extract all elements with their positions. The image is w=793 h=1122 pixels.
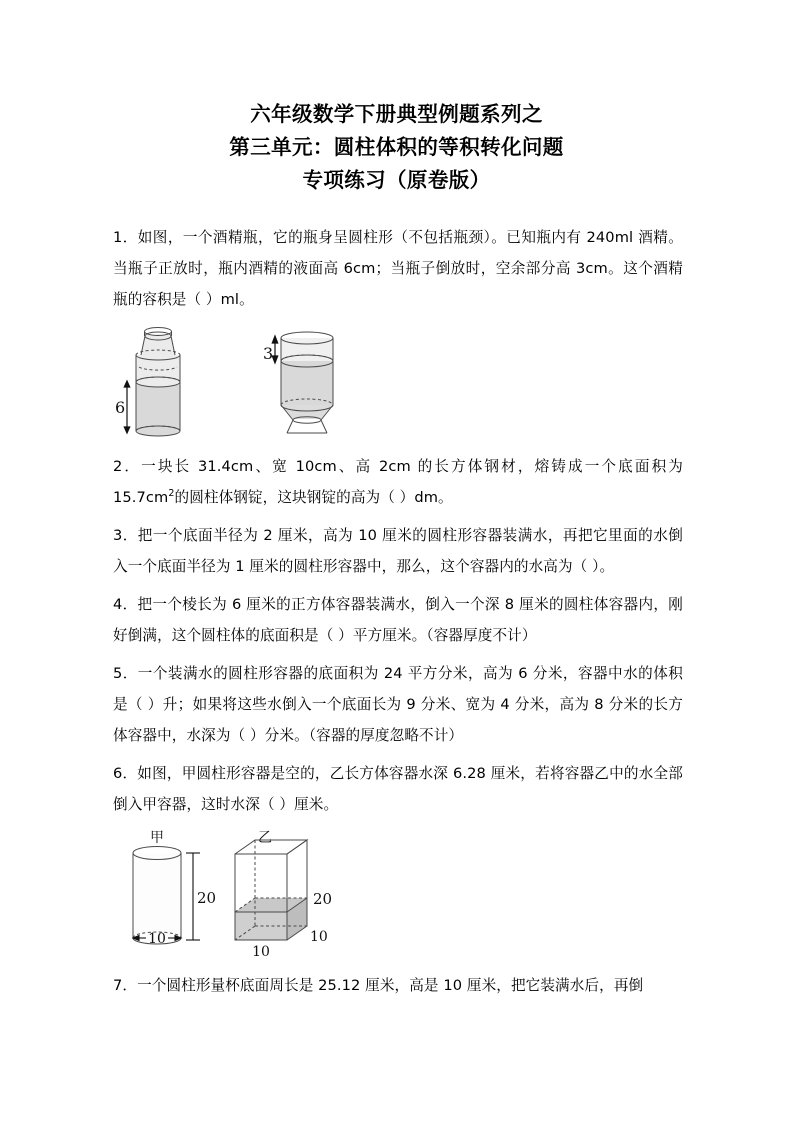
- page-title: [0, 98, 793, 197]
- box-label-yi: 乙: [258, 830, 272, 846]
- cylinder-label-jia: 甲: [150, 830, 164, 846]
- question-1: 1．如图，一个酒精瓶，它的瓶身呈圆柱形（不包括瓶颈）。已知瓶内有 240ml 酒精。当瓶子正放时，瓶内酒精的液面高 6cm；当瓶子倒放时，空余部分高 3cm。这个酒精瓶的容积是（ ）ml。: [113, 229, 683, 308]
- box-height-label: 20: [313, 890, 333, 908]
- question-7: 7．一个圆柱形量杯底面周长是 25.12 厘米，高是 10 厘米，把它装满水后，再倒: [113, 977, 644, 994]
- dimension-label-3: 3: [263, 344, 274, 363]
- question-2-part1: 2．一块长 31.4cm、宽 10cm、高 2cm 的长方体钢材，熔铸成一个底面积为 15.7cm: [113, 458, 683, 506]
- question-5: 5．一个装满水的圆柱形容器的底面积为 24 平方分米，高为 6 分米，容器中水的体积是（ ）升；如果将这些水倒入一个底面长为 9 分米、宽为 4 分米，高为 8 分米的长方体容器中，水深为（ ）分米。（容器的厚度忽略不计）: [113, 665, 683, 744]
- box-depth-label: 10: [310, 929, 328, 945]
- question-2-part2: 的圆柱体钢锭，这块钢锭的高为（ ）dm。: [174, 489, 453, 506]
- title-line-2: 第三单元：圆柱体积的等积转化问题: [229, 135, 564, 159]
- cylinder-diameter-label: 10: [148, 931, 166, 947]
- question-4: 4．把一个棱长为 6 厘米的正方体容器装满水，倒入一个深 8 厘米的圆柱体容器内，刚好倒满，这个圆柱体的底面积是（ ）平方厘米。（容器厚度不计）: [113, 596, 683, 644]
- title-line-1: 六年级数学下册典型例题系列之: [250, 102, 543, 126]
- question-6: 6．如图，甲圆柱形容器是空的，乙长方体容器水深 6.28 厘米，若将容器乙中的水全部倒入甲容器，这时水深（ ）厘米。: [113, 765, 683, 813]
- question-2-superscript: 2: [168, 488, 175, 500]
- alcohol-bottle-svg: [113, 325, 443, 443]
- cylinder-height-label: 20: [197, 889, 217, 907]
- figure-cylinder-and-box: [113, 828, 683, 960]
- box-width-label: 10: [252, 944, 270, 960]
- title-line-3: 专项练习（原卷版）: [302, 168, 491, 192]
- question-3: 3．把一个底面半径为 2 厘米，高为 10 厘米的圆柱形容器装满水，再把它里面的水倒入一个底面半径为 1 厘米的圆柱形容器中，那么，这个容器内的水高为（ ）。: [113, 527, 683, 575]
- dimension-label-6: 6: [115, 398, 126, 417]
- figure-alcohol-bottle: [113, 325, 683, 443]
- questions-container: [113, 222, 683, 1001]
- cylinder-box-svg: [113, 828, 433, 960]
- question-2: [113, 451, 683, 513]
